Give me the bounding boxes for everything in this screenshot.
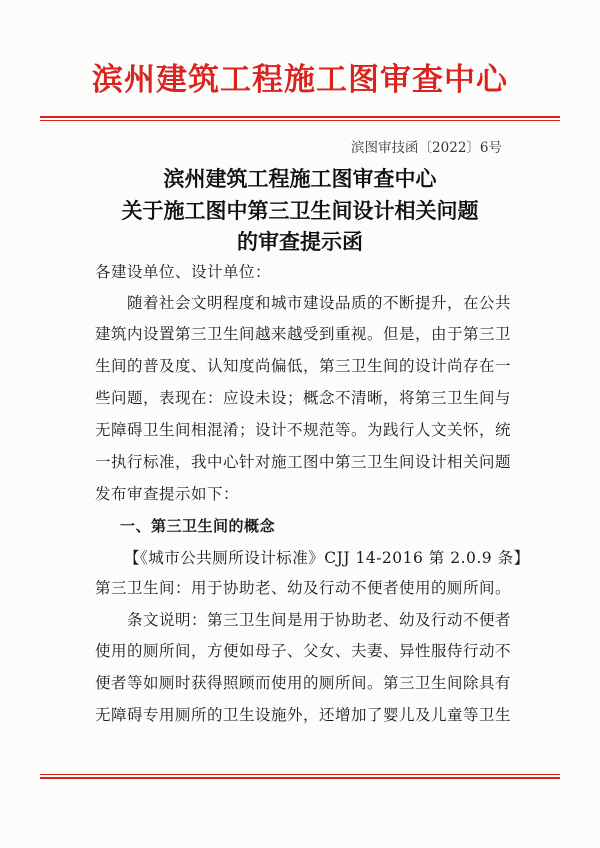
header-rule-thick [40, 116, 560, 118]
citation: 【《城市公共厕所设计标准》CJJ 14-2016 第 2.0.9 条】 [124, 549, 530, 567]
paragraph1-line-3: 生间的普及度、认知度尚偏低，第三卫生间的设计尚存在一 [95, 357, 512, 375]
paragraph1-line-6: 一执行标准，我中心针对施工图中第三卫生间设计相关问题 [95, 453, 512, 471]
section1-heading: 一、第三卫生间的概念 [120, 517, 276, 535]
title-line-2: 关于施工图中第三卫生间设计相关问题 [121, 198, 479, 223]
footer-rule-thick [40, 777, 560, 779]
explanation-line-3: 便者等如厕时获得照顾而使用的厕所间。第三卫生间除具有 [95, 674, 512, 692]
salutation: 各建设单位、设计单位： [95, 263, 272, 281]
explanation-line-1: 条文说明：第三卫生间是用于协助老、幼及行动不便者 [127, 611, 512, 629]
definition: 第三卫生间：用于协助老、幼及行动不便者使用的厕所间。 [95, 579, 512, 597]
title-line-3: 的审查提示函 [237, 229, 363, 254]
paragraph1-line-2: 建筑内设置第三卫生间越来越受到重视。但是，由于第三卫 [95, 325, 512, 343]
masthead-title: 滨州建筑工程施工图审查中心 [92, 62, 508, 98]
paragraph1-line-5: 无障碍卫生间相混淆；设计不规范等。为践行人文关怀，统 [95, 421, 512, 439]
paragraph1-line-1: 随着社会文明程度和城市建设品质的不断提升，在公共 [127, 294, 512, 312]
title-line-1: 滨州建筑工程施工图审查中心 [163, 166, 437, 191]
header-rule-thin [40, 120, 560, 121]
paragraph1-line-4: 些问题，表现在：应设未设；概念不清晰，将第三卫生间与 [95, 389, 512, 407]
document-number: 滨图审技函〔2022〕6号 [351, 140, 502, 156]
explanation-line-4: 无障碍专用厕所的卫生设施外，还增加了婴儿及儿童等卫生 [95, 706, 512, 724]
explanation-line-2: 使用的厕所间，方便如母子、父女、夫妻、异性服侍行动不 [95, 642, 512, 660]
footer-rule-thin [40, 774, 560, 775]
paragraph1-line-7: 发布审查提示如下： [95, 485, 240, 503]
